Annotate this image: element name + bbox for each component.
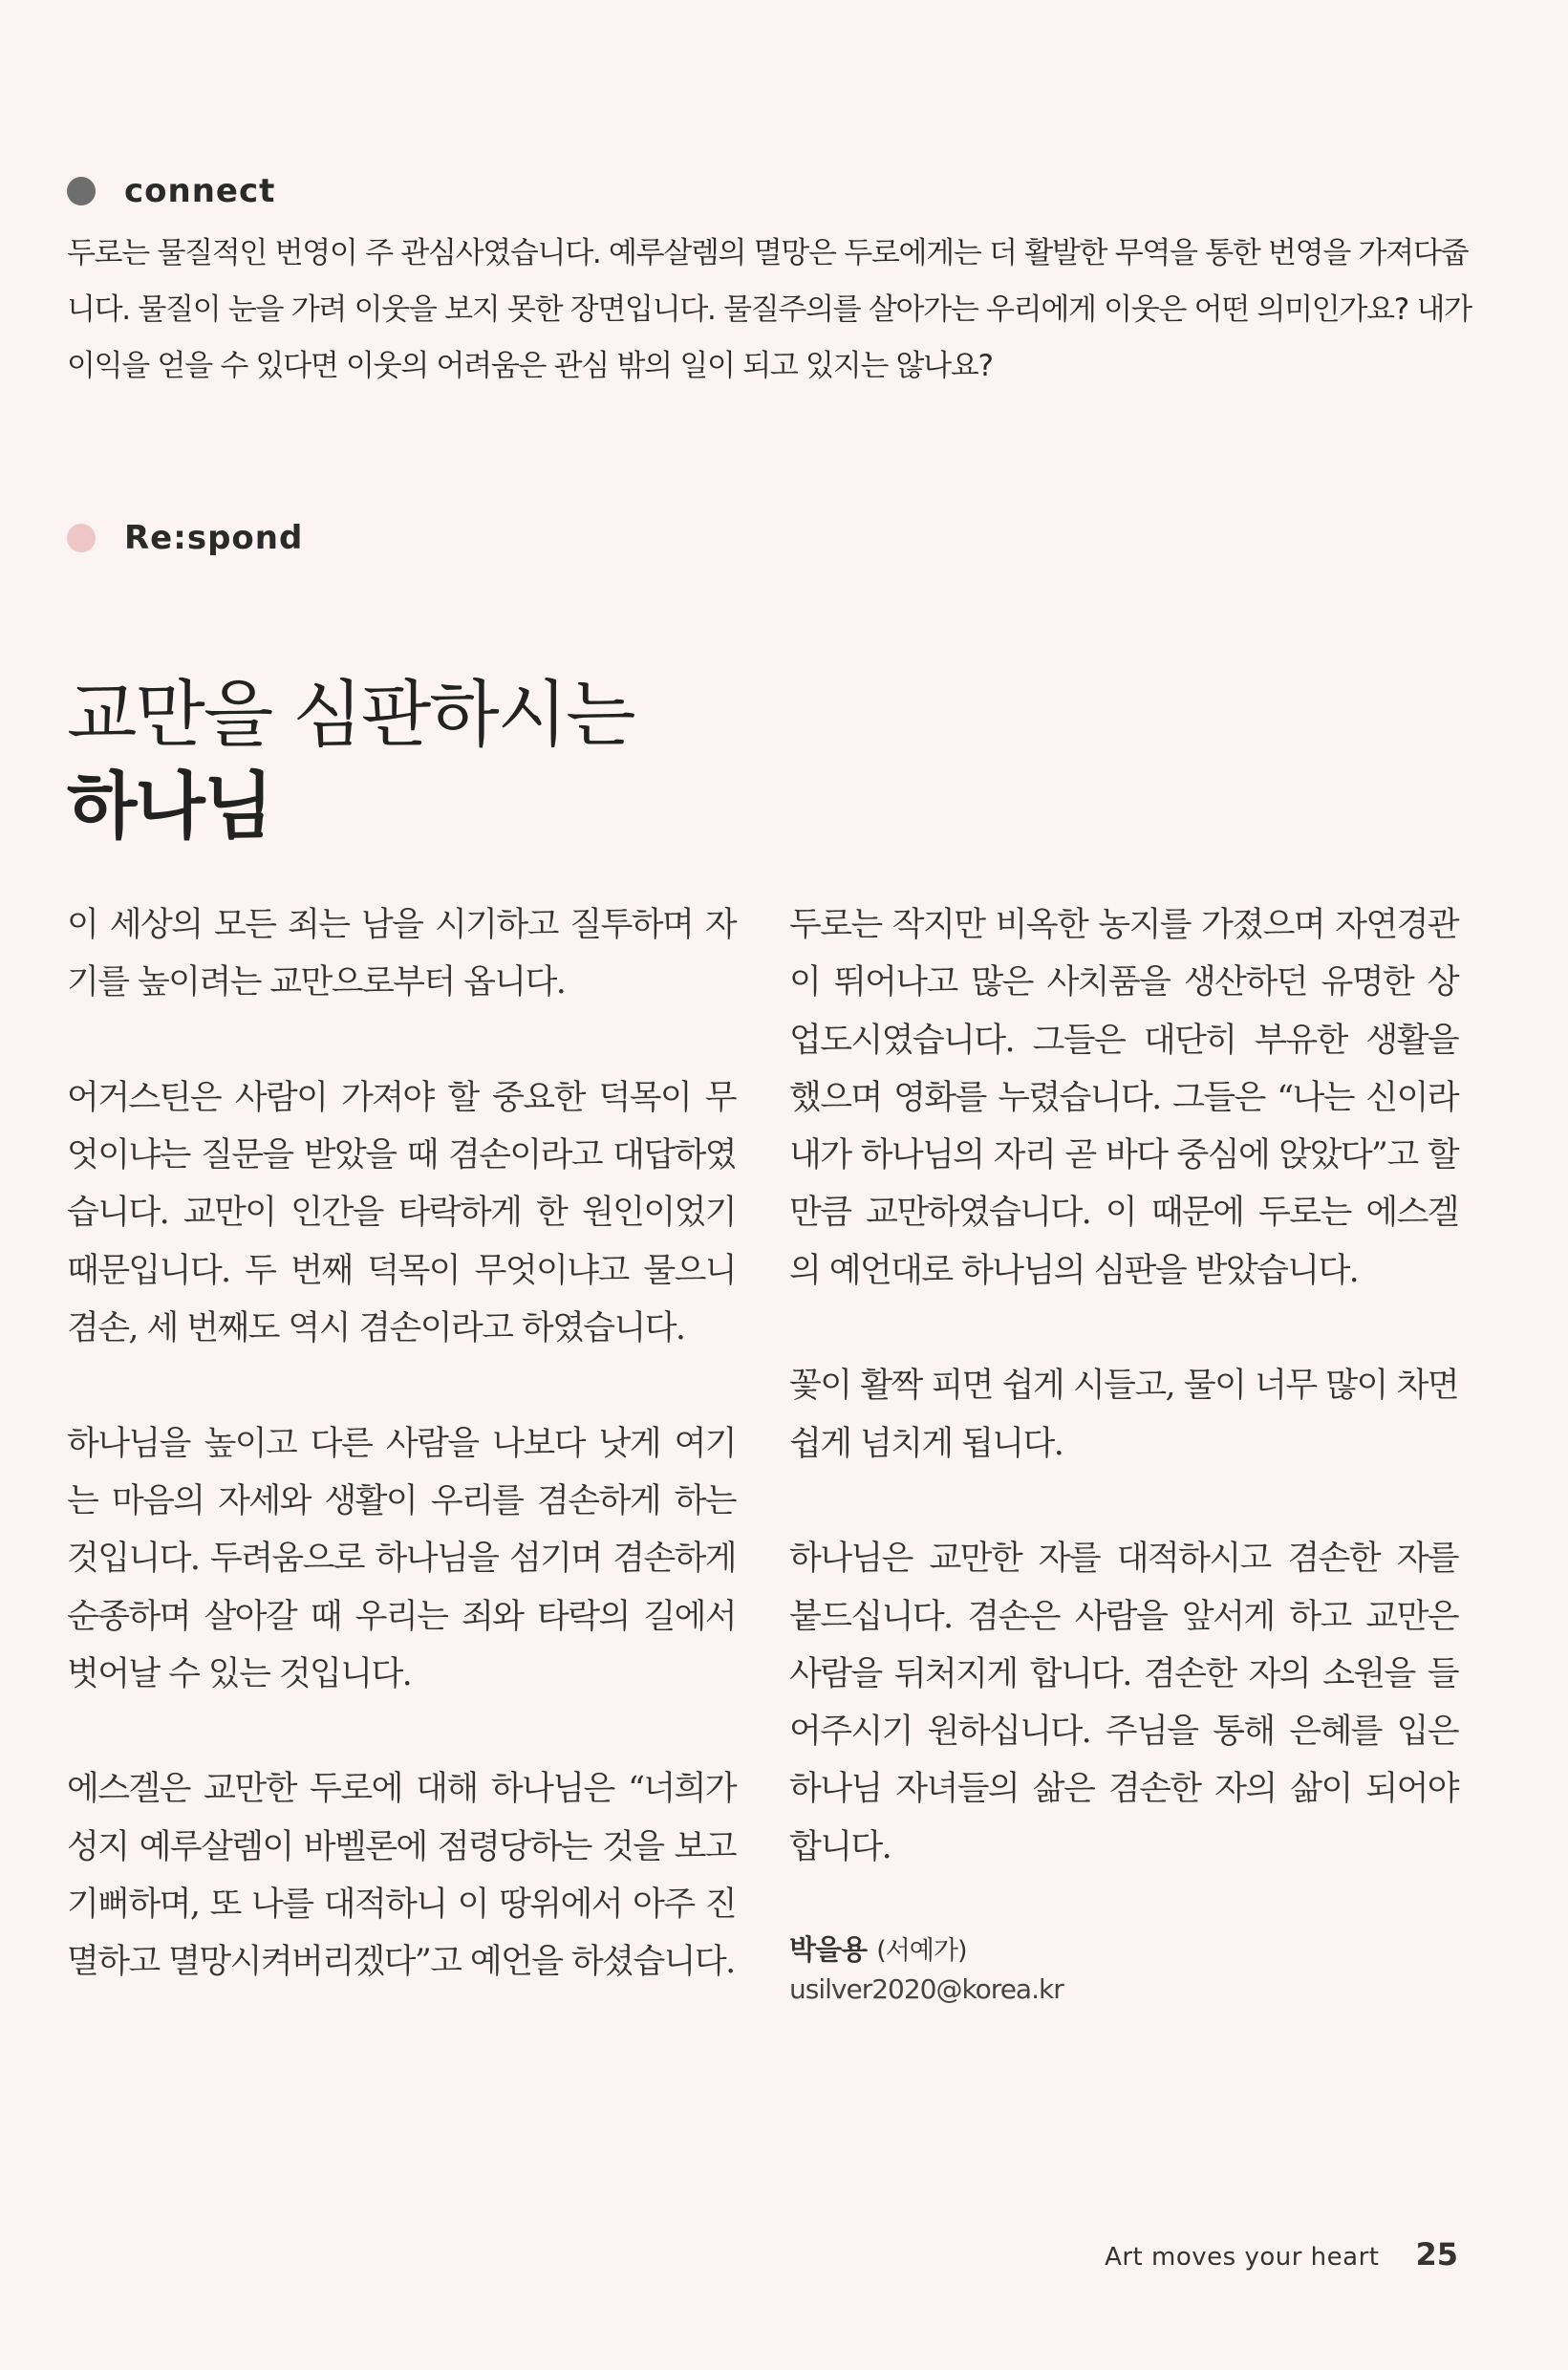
bullet-dot-icon <box>67 524 96 552</box>
article-left-column <box>67 896 736 2049</box>
title-line-1: 교만을 심판하시는 <box>67 672 634 757</box>
respond-label: Re:spond <box>124 519 304 557</box>
article-title <box>67 669 634 852</box>
paragraph: 하나님을 높이고 다른 사람을 나보다 낫게 여기는 마음의 자세와 생활이 우리를 겸손하게 하는 것입니다. 두려움으로 하나님을 섬기며 겸손하게 순종하며 살아갈 때 우리는 죄와 타락의 길에서 벗어날 수 있는 것입니다. <box>67 1424 736 1693</box>
author-role: (서예가) <box>876 1936 967 1967</box>
connect-text: 두로는 물질적인 번영이 주 관심사였습니다. 예루살렘의 멸망은 두로에게는 더 활발한 무역을 통한 번영을 가져다줍니다. 물질이 눈을 가려 이웃을 보지 못한 장면입니다. 물질주의를 살아가는 우리에게 이웃은 어떤 의미인가요? 내가 이익을 얻을 수 있다면 이웃의 어려움은 관심 밖의 일이 되고 있지는 않나요? <box>67 236 1471 383</box>
connect-label: connect <box>124 172 276 210</box>
author-email: usilver2020@korea.kr <box>789 1973 1063 2006</box>
paragraph: 하나님은 교만한 자를 대적하시고 겸손한 자를 붙드십니다. 겸손은 사람을 앞서게 하고 교만은 사람을 뒤처지게 합니다. 겸손한 자의 소원을 들어주시기 원하십니다. 주님을 통해 은혜를 입은 하나님 자녀들의 삶은 겸손한 자의 삶이 되어야 합니다. <box>789 1540 1458 1866</box>
page-number: 25 <box>1415 2236 1458 2273</box>
footer-tagline: Art moves your heart <box>1105 2243 1380 2272</box>
respond-heading <box>67 519 303 557</box>
paragraph: 어거스틴은 사람이 가져야 할 중요한 덕목이 무엇이냐는 질문을 받았을 때 겸손이라고 대답하였습니다. 교만이 인간을 타락하게 한 원인이었기 때문입니다. 두 번째 덕목이 무엇이냐고 물으니 겸손, 세 번째도 역시 겸손이라고 하였습니다. <box>67 1078 736 1348</box>
article-right-column <box>789 896 1458 2009</box>
title-line-2: 하나님 <box>67 764 272 849</box>
connect-heading <box>67 172 275 210</box>
paragraph: 이 세상의 모든 죄는 남을 시기하고 질투하며 자기를 높이려는 교만으로부터 옵니다. <box>67 906 736 1002</box>
paragraph: 에스겔은 교만한 두로에 대해 하나님은 “너희가 성지 예루살렘이 바벨론에 점령당하는 것을 보고 기뻐하며, 또 나를 대적하니 이 땅위에서 아주 진멸하고 멸망시켜버리겠다”고 예언을 하셨습니다. <box>67 1770 736 1982</box>
author-name: 박을용 <box>789 1933 868 1967</box>
paragraph: 두로는 작지만 비옥한 농지를 가졌으며 자연경관이 뛰어나고 많은 사치품을 생산하던 유명한 상업도시였습니다. 그들은 대단히 부유한 생활을 했으며 영화를 누렸습니다. 그들은 “나는 신이라 내가 하나님의 자리 곧 바다 중심에 앉았다”고 할 만큼 교만하였습니다. 이 때문에 두로는 에스겔의 예언대로 하나님의 심판을 받았습니다. <box>789 906 1458 1290</box>
page-footer <box>1105 2236 1458 2273</box>
paragraph: 꽃이 활짝 피면 쉽게 시들고, 물이 너무 많이 차면 쉽게 넘치게 됩니다. <box>789 1367 1458 1463</box>
bullet-dot-icon <box>67 177 96 205</box>
author-credit <box>789 1929 1458 2009</box>
